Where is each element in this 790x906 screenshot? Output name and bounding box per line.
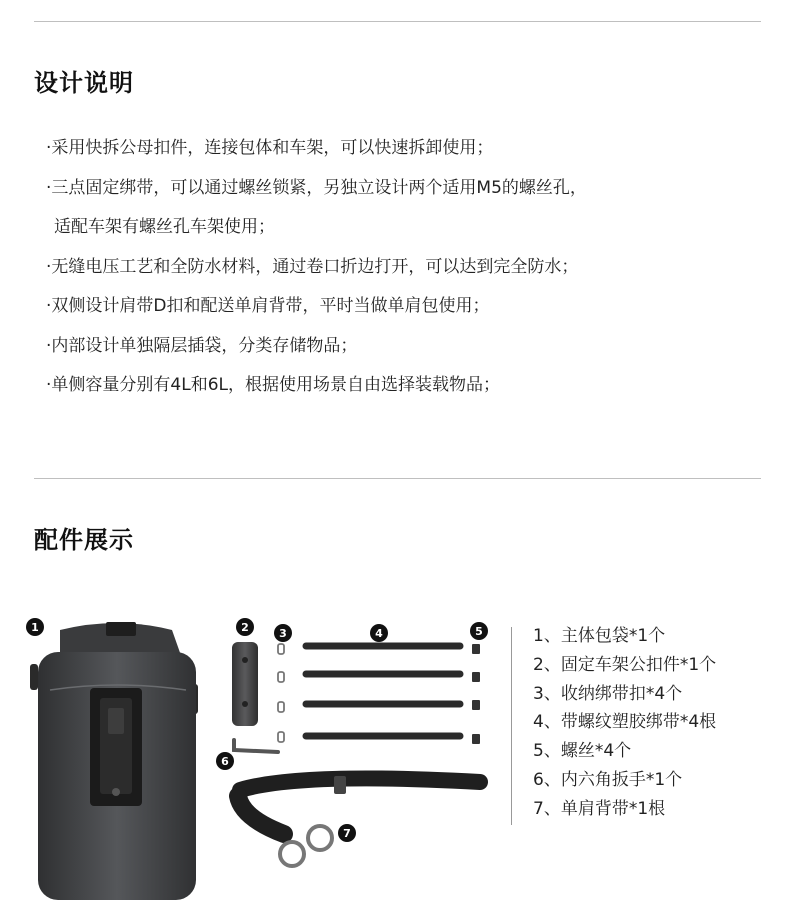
- product-illustration: [20, 612, 510, 902]
- svg-text:1: 1: [31, 621, 39, 634]
- design-bullet-continuation: 适配车架有螺丝孔车架使用；: [54, 217, 275, 237]
- accessories-heading: 配件展示: [34, 526, 134, 554]
- design-bullet: ·单侧容量分别有4L和6L，根据使用场景自由选择装载物品；: [46, 375, 500, 395]
- svg-text:5: 5: [475, 625, 483, 638]
- top-divider: [34, 21, 761, 22]
- svg-text:3: 3: [279, 627, 287, 640]
- hex-wrench-image: [234, 740, 278, 752]
- shoulder-strap-image: [238, 776, 480, 866]
- screws-image: [472, 644, 480, 744]
- strap-buckles-image: [278, 644, 284, 742]
- design-bullet: ·采用快拆公母扣件，连接包体和车架，可以快速拆卸使用；: [46, 138, 494, 158]
- design-bullet: ·无缝电压工艺和全防水材料，通过卷口折边打开，可以达到完全防水；: [46, 256, 579, 277]
- design-heading: 设计说明: [34, 69, 134, 97]
- plastic-straps-image: [306, 646, 460, 736]
- accessory-item: 5、螺丝*4个: [533, 741, 632, 762]
- svg-text:7: 7: [343, 827, 351, 840]
- accessory-item: 1、主体包袋*1个: [533, 626, 666, 646]
- design-bullet: ·三点固定绑带，可以通过螺丝锁紧，另独立设计两个适用M5的螺丝孔，: [46, 177, 587, 198]
- marker-4: [370, 624, 388, 642]
- marker-3: [274, 624, 292, 642]
- accessory-item: 6、内六角扳手*1个: [533, 769, 683, 790]
- accessory-item: 2、固定车架公扣件*1个: [533, 654, 717, 675]
- accessory-item: 3、收纳绑带扣*4个: [533, 683, 683, 704]
- svg-text:6: 6: [221, 755, 229, 768]
- svg-text:4: 4: [375, 627, 383, 640]
- accessory-item: 7、单肩背带*1根: [533, 798, 666, 819]
- marker-6: [216, 752, 234, 770]
- rack-buckle-image: [232, 642, 258, 726]
- accessories-list: [533, 622, 716, 824]
- main-bag-image: [30, 622, 198, 900]
- accessory-item: 4、带螺纹塑胶绑带*4根: [533, 712, 717, 733]
- marker-2: [236, 618, 254, 636]
- marker-1: [26, 618, 44, 636]
- section-divider: [34, 478, 761, 479]
- design-bullet: ·内部设计单独隔层插袋，分类存储物品；: [46, 335, 358, 356]
- list-divider: [511, 627, 512, 825]
- svg-text:2: 2: [241, 621, 249, 634]
- design-bullet: ·双侧设计肩带D扣和配送单肩背带，平时当做单肩包使用；: [46, 296, 490, 316]
- accessories-product-photo: [20, 612, 510, 902]
- design-bullet-list: [46, 129, 746, 406]
- marker-7: [338, 824, 356, 842]
- marker-5: [470, 622, 488, 640]
